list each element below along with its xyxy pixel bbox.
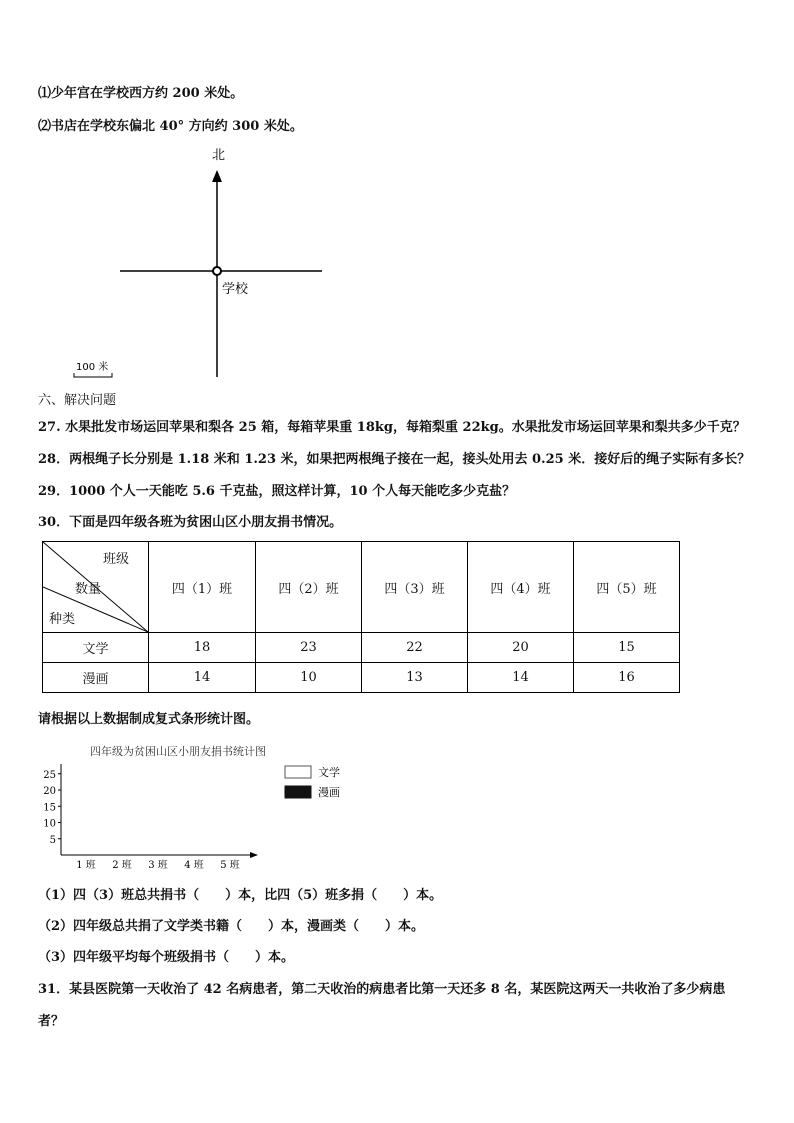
section-title: 六、解决问题 — [38, 393, 117, 408]
column-header: 四（1）班 — [149, 542, 256, 633]
column-header: 四（5）班 — [574, 542, 680, 633]
problem-30: 30．下面是四年级各班为贫困山区小朋友捐书情况。 — [38, 515, 343, 530]
y-tick-label: 15 — [43, 802, 56, 814]
corner-middle-label: 数量 — [75, 582, 102, 597]
y-tick-label: 10 — [43, 818, 56, 830]
table-cell: 22 — [362, 633, 468, 663]
y-tick-label: 5 — [49, 834, 56, 846]
legend-label-literature: 文学 — [318, 766, 340, 779]
school-point — [213, 267, 221, 275]
row-label: 漫画 — [43, 663, 149, 693]
problem-31: 31．某县医院第一天收治了 42 名病患者，第二天收治的病患者比第一天还多 8 名，某医院这两天一共收治了多少病患 — [38, 982, 726, 997]
bar-chart — [40, 740, 370, 872]
x-tick-label: 3 班 — [148, 860, 168, 871]
x-tick-label: 1 班 — [76, 860, 96, 871]
y-tick-label: 20 — [43, 786, 56, 797]
donation-table — [42, 541, 680, 693]
table-cell: 16 — [574, 663, 680, 693]
compass-diagram — [60, 140, 340, 385]
legend-swatch-literature — [285, 766, 311, 778]
table-corner-cell — [43, 542, 149, 633]
table-cell: 14 — [149, 663, 256, 693]
table-cell: 20 — [468, 633, 574, 663]
x-axis-arrow — [250, 852, 258, 858]
column-header: 四（4）班 — [468, 542, 574, 633]
sub-question-1: （1）四（3）班总共捐书（ ）本，比四（5）班多捐（ ）本。 — [38, 888, 443, 903]
table-cell: 14 — [468, 663, 574, 693]
chart-instruction: 请根据以上数据制成复式条形统计图。 — [38, 712, 260, 727]
problem-29: 29．1000 个人一天能吃 5.6 千克盐，照这样计算，10 个人每天能吃多少克盐？ — [38, 484, 516, 499]
column-header: 四（3）班 — [362, 542, 468, 633]
scale-label: 100 米 — [76, 362, 109, 373]
x-tick-label: 4 班 — [184, 860, 204, 871]
corner-bottom-label: 种类 — [49, 612, 76, 627]
north-label: 北 — [212, 148, 226, 163]
table-cell: 18 — [149, 633, 256, 663]
y-tick-label: 25 — [43, 769, 56, 781]
corner-top-label: 班级 — [103, 552, 130, 567]
row-label: 文学 — [43, 633, 149, 663]
table-cell: 10 — [256, 663, 362, 693]
table-row — [43, 663, 680, 693]
legend-swatch-comics — [285, 786, 311, 798]
table-cell: 23 — [256, 633, 362, 663]
x-tick-label: 5 班 — [220, 860, 240, 871]
school-label: 学校 — [222, 282, 249, 297]
chart-title: 四年级为贫困山区小朋友捐书统计图 — [90, 745, 266, 758]
question-2: ⑵书店在学校东偏北 40° 方向约 300 米处。 — [38, 119, 303, 134]
table-header-row — [43, 542, 680, 633]
scale-bar — [74, 373, 112, 377]
legend-label-comics: 漫画 — [318, 786, 340, 799]
problem-31-continued: 者？ — [38, 1014, 65, 1029]
question-1: ⑴少年宫在学校西方约 200 米处。 — [38, 86, 244, 101]
sub-question-3: （3）四年级平均每个班级捐书（ ）本。 — [38, 950, 295, 965]
column-header: 四（2）班 — [256, 542, 362, 633]
sub-question-2: （2）四年级总共捐了文学类书籍（ ）本，漫画类（ ）本。 — [38, 919, 425, 934]
x-tick-label: 2 班 — [112, 860, 132, 871]
table-cell: 13 — [362, 663, 468, 693]
table-row — [43, 633, 680, 663]
problem-27: 27. 水果批发市场运回苹果和梨各 25 箱，每箱苹果重 18kg，每箱梨重 22kg。水果批发市场运回苹果和梨共多少千克？ — [38, 420, 746, 435]
problem-28: 28．两根绳子长分别是 1.18 米和 1.23 米，如果把两根绳子接在一起，接头处用去 0.25 米．接好后的绳子实际有多长？ — [38, 452, 751, 467]
table-cell: 15 — [574, 633, 680, 663]
